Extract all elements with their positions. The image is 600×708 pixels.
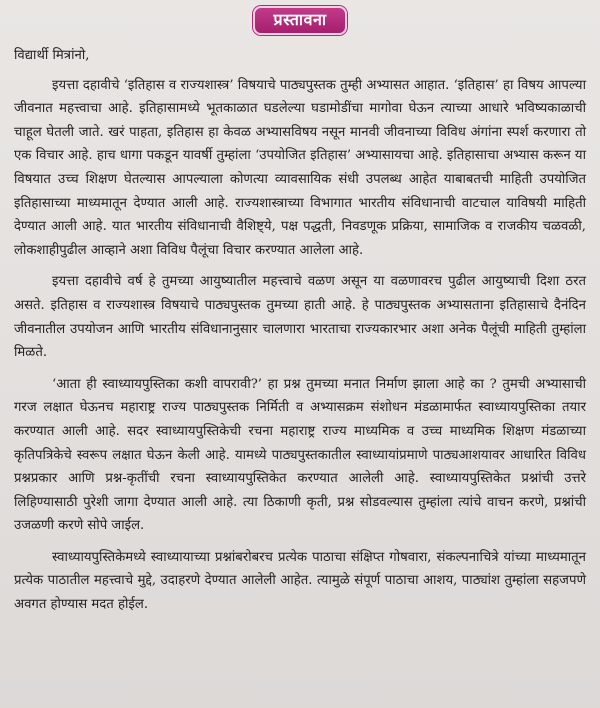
salutation: विद्यार्थी मित्रांनो, [14,48,90,63]
paragraph-4: स्वाध्यायपुस्तिकेमध्ये स्वाध्यायाच्या प्रश्नांबरोबरच प्रत्येक पाठाचा संक्षिप्त गोषवारा, संकल्पनाचित्रे यांच्या माध्यमातून प्रत्येक पाठातील महत्त्वाचे मुद्दे, उदाहरणे देण्यात आलेली आहेत. त्यामुळे संपूर्ण पाठाचा आशय, पाठ्यांश तुम्हांला सहजपणे अवगत होण्यास मदत होईल. [14,549,586,613]
paragraph-3: ‘आता ही स्वाध्यायपुस्तिका कशी वापरावी?’ हा प्रश्न तुमच्या मनात निर्माण झाला आहे का ? तुमची अभ्यासाची गरज लक्षात घेऊनच महाराष्ट्र राज्य पाठ्यपुस्तक निर्मिती व अभ्यासक्रम संशोधन मंडळामार्फत स्वाध्यायपुस्तिका तयार करण्यात आली आहे. सदर स्वाध्यायपुस्तिकेची रचना महाराष्ट्र राज्य माध्यमिक व उच्च माध्यमिक शिक्षण मंडळाच्या कृतिपत्रिकेचे स्वरूप लक्षात घेऊन केली आहे. यामध्ये पाठ्यपुस्तकातील स्वाध्यायांप्रमाणे पाठ्यआशयावर आधारित विविध प्रश्नप्रकार आणि प्रश्न-कृतींची रचना स्वाध्यायपुस्तिकेत करण्यात आलेली आहे. स्वाध्यायपुस्तिकेत प्रश्नांची उत्तरे लिहिण्यासाठी पुरेशी जागा देण्यात आली आहे. त्या ठिकाणी कृती, प्रश्न सोडवल्यास तुम्हांला त्यांचे वाचन करणे, प्रश्नांची उजळणी करणे सोपे जाईल. [14,376,586,534]
document-body [14,44,586,625]
paragraph-2: इयत्ता दहावीचे वर्ष हे तुमच्या आयुष्यातील महत्त्वाचे वळण असून या वळणावरच पुढील आयुष्याची दिशा ठरत असते. इतिहास व राज्यशास्त्र विषयाचे पाठ्यपुस्तक तुमच्या हाती आहे. हे पाठ्यपुस्तक अभ्यासताना इतिहासाचे दैनंदिन जीवनातील उपयोजन आणि भारतीय संविधानानुसार चालणारा भारताचा राज्यकारभार अशा अनेक पैलूंची माहिती तुम्हांला मिळते. [14,274,586,361]
title-area [0,6,600,35]
page-title: प्रस्तावना [253,6,346,35]
paragraph-1: इयत्ता दहावीचे ‘इतिहास व राज्यशास्त्र’ विषयाचे पाठ्यपुस्तक तुम्ही अभ्यासत आहात. ‘इतिहास’ हा विषय आपल्या जीवनात महत्त्वाचा आहे. इतिहासामध्ये भूतकाळात घडलेल्या घडामोडींचा मागोवा घेऊन त्याच्या आधारे भविष्यकाळाची चाहूल घेतली जाते. खरं पाहता, इतिहास हा केवळ अभ्यासविषय नसून मानवी जीवनाच्या विविध अंगांना स्पर्श करणारा तो एक विचार आहे. हाच धागा पकडून यावर्षी तुम्हांला ‘उपयोजित इतिहास’ अभ्यासायचा आहे. इतिहासाचा अभ्यास करून या विषयात उच्च शिक्षण घेतल्यास आपल्याला कोणत्या व्यावसायिक संधी उपलब्ध आहेत याबाबतची माहिती उपयोजित इतिहासाच्या माध्यमातून देण्यात आली आहे. राज्यशास्त्राच्या विभागात भारतीय संविधानाची वाटचाल याविषयी माहिती देण्यात आली आहे. यात भारतीय संविधानाची वैशिष्ट्ये, पक्ष पद्धती, निवडणूक प्रक्रिया, सामाजिक व राजकीय चळवळी, लोकशाहीपुढील आव्हाने अशा विविध पैलूंचा विचार करण्यात आलेला आहे. [14,77,586,258]
